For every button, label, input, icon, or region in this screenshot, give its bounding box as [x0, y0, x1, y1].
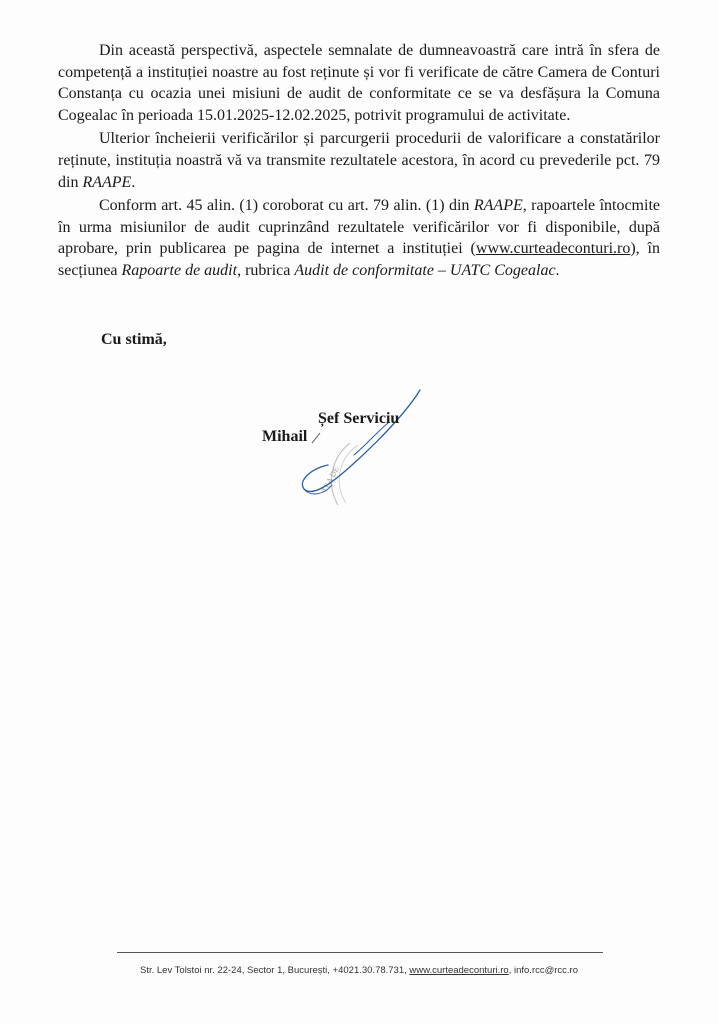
stamp-text: TEA DE — [319, 465, 341, 494]
letter-body — [58, 40, 660, 282]
footer-website-link[interactable]: www.curteadeconturi.ro — [409, 965, 509, 976]
website-link[interactable]: www.curteadeconturi.ro — [475, 240, 631, 258]
signatory-title: Șef Serviciu — [318, 410, 400, 427]
footer-divider — [117, 952, 603, 953]
paragraph-results-transmission: Ulterior încheierii verificărilor și parcurgerii procedurii de valorificare a constatărilor reținute, instituția noastră vă va transmite rezultatele acestora, în acord cu prevederile pct. 79 din RAAPE. — [58, 130, 660, 191]
footer-contact: Str. Lev Tolstoi nr. 22-24, Sector 1, București, +4021.30.78.731, www.curteadeconturi.ro, info.rcc@rcc.ro — [139, 965, 578, 976]
footer-email[interactable]: info.rcc@rcc.ro — [513, 965, 578, 976]
signatory-name: Mihail — [262, 428, 308, 445]
section-name: Rapoarte de audit — [121, 261, 238, 279]
paragraph-report-publication: Conform art. 45 alin. (1) coroborat cu art. 79 alin. (1) din RAAPE, rapoartele întocmite în urma misiunilor de audit cuprinzând rezultatele verificărilor vor fi disponibile, după aprobare, prin publicarea pe pagina de internet a instituției (www.curteadeconturi.ro), în secțiunea Rapoarte de audit, rubrica Audit de conformitate – UATC Cogealac. — [58, 197, 660, 279]
raape-reference: RAAPE — [82, 173, 132, 191]
signature-stamp-graphic — [280, 385, 440, 520]
rubric-name: Audit de conformitate – UATC Cogealac — [294, 261, 556, 279]
closing-salutation: Cu stimă, — [101, 331, 167, 348]
paragraph-audit-scope: Din această perspectivă, aspectele semnalate de dumneavoastră care intră în sfera de competență a instituției noastre au fost reținute și vor fi verificate de către Camera de Conturi Constanța cu ocazia unei misiuni de audit de conformitate ce se va desfășura la Comuna Cogealac în perioada 15.01.2025-12.02.2025, potrivit programului de activitate. — [58, 42, 660, 124]
raape-reference: RAAPE — [473, 197, 523, 215]
